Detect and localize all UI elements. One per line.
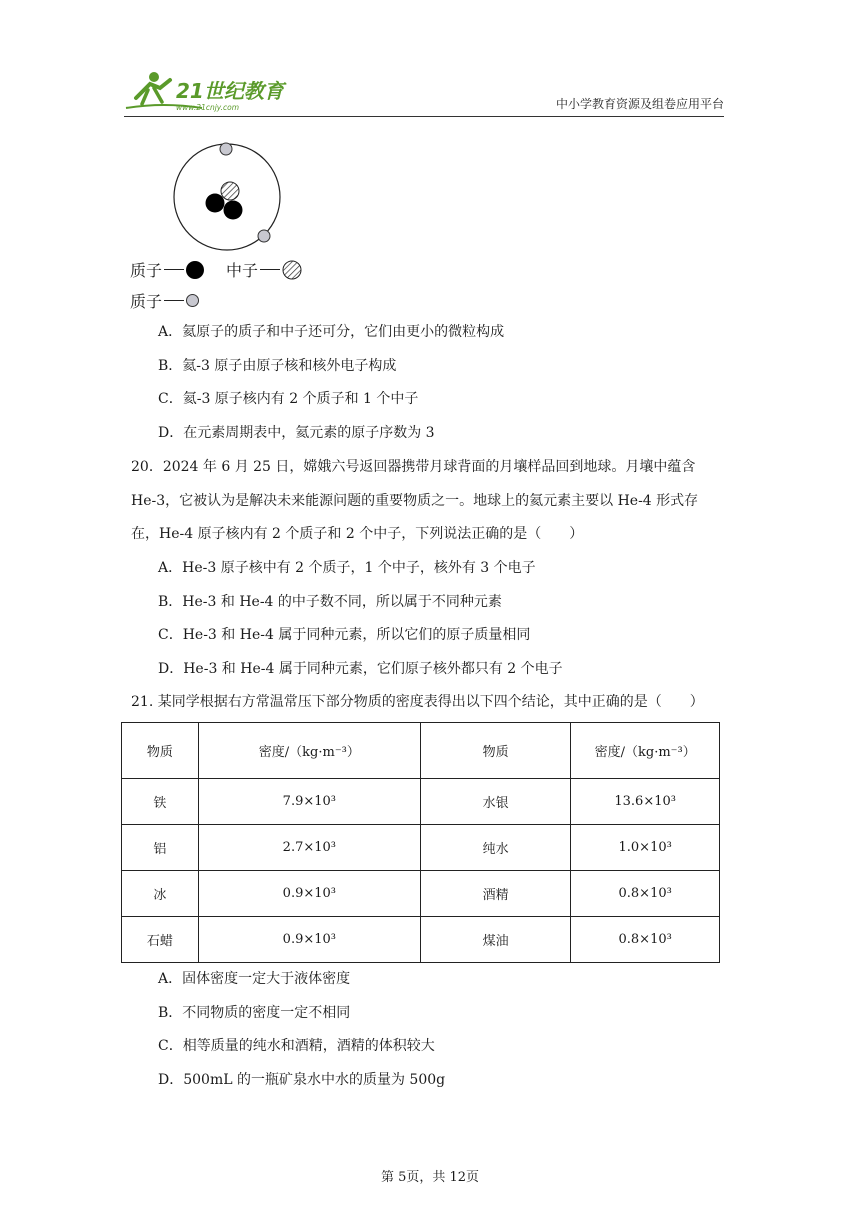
legend-label-electron: 质子 (130, 292, 163, 311)
table-cell: 石蜡 (122, 917, 199, 963)
electron (258, 230, 270, 242)
table-cell: 0.9×10³ (198, 871, 420, 917)
table-cell: 铝 (122, 825, 199, 871)
q20-option-a: A．He-3 原子核中有 2 个质子，1 个中子，核外有 3 个电子 (158, 560, 536, 576)
q20-stem-line-2: He-3，它被认为是解决未来能源问题的重要物质之一。地球上的氦元素主要以 He-4 形式存 (131, 493, 699, 509)
q20-option-b: B．He-3 和 He-4 的中子数不同，所以属于不同种元素 (158, 594, 502, 610)
legend-label-neutron: 中子 (226, 261, 259, 280)
table-cell: 0.8×10³ (571, 871, 720, 917)
hatched-dot-icon (282, 260, 302, 280)
q19-option-b: B．氦-3 原子由原子核和核外电子构成 (158, 358, 397, 374)
table-row (122, 779, 720, 825)
electron (220, 143, 232, 155)
neutron (221, 182, 239, 200)
table-header-cell: 物质 (122, 723, 199, 779)
table-cell: 2.7×10³ (198, 825, 420, 871)
table-cell: 1.0×10³ (571, 825, 720, 871)
table-cell: 纯水 (420, 825, 570, 871)
table-row (122, 871, 720, 917)
table-cell: 煤油 (420, 917, 570, 963)
table-cell: 0.9×10³ (198, 917, 420, 963)
density-table (121, 722, 720, 963)
q19-option-c: C．氦-3 原子核内有 2 个质子和 1 个中子 (158, 391, 419, 407)
table-cell: 铁 (122, 779, 199, 825)
q20-option-c: C．He-3 和 He-4 属于同种元素，所以它们的原子质量相同 (158, 627, 531, 643)
proton (224, 201, 243, 220)
q19-option-a: A．氦原子的质子和中子还可分，它们由更小的微粒构成 (158, 324, 505, 340)
table-cell: 酒精 (420, 871, 570, 917)
svg-text:21世纪教育: 21世纪教育 (176, 79, 284, 103)
legend-label-proton: 质子 (130, 261, 163, 280)
q19-option-d: D．在元素周期表中，氦元素的原子序数为 3 (158, 425, 435, 441)
legend-row-1 (130, 258, 302, 281)
table-header-cell: 密度/（kg·m⁻³） (571, 723, 720, 779)
gray-dot-icon (186, 294, 199, 307)
table-cell: 7.9×10³ (198, 779, 420, 825)
proton (206, 194, 225, 213)
page-header (124, 64, 724, 117)
table-cell: 冰 (122, 871, 199, 917)
table-header-row (122, 723, 720, 779)
table-cell: 13.6×10³ (571, 779, 720, 825)
table-row (122, 917, 720, 963)
logo-21cnjy (124, 68, 294, 114)
q21-option-a: A．固体密度一定大于液体密度 (158, 971, 351, 987)
q20-option-d: D．He-3 和 He-4 属于同种元素，它们原子核外都只有 2 个电子 (158, 661, 563, 677)
table-row (122, 825, 720, 871)
q20-stem-line-3: 在，He-4 原子核内有 2 个质子和 2 个中子，下列说法正确的是（ ） (131, 526, 584, 542)
table-header-cell: 密度/（kg·m⁻³） (198, 723, 420, 779)
legend-row-2 (130, 289, 199, 312)
q21-option-d: D．500mL 的一瓶矿泉水中水的质量为 500g (158, 1072, 446, 1088)
q20-stem-line-1: 20．2024 年 6 月 25 日，嫦娥六号返回器携带月球背面的月壤样品回到地球。月壤中蕴含 (131, 459, 696, 475)
table-cell: 0.8×10³ (571, 917, 720, 963)
svg-text:www.21cnjy.com: www.21cnjy.com (176, 103, 240, 112)
page-number: 第 5页，共 12页 (380, 1170, 480, 1185)
table-header-cell: 物质 (420, 723, 570, 779)
platform-name: 中小学教育资源及组卷应用平台 (555, 97, 724, 111)
q21-option-c: C．相等质量的纯水和酒精，酒精的体积较大 (158, 1038, 435, 1054)
helium-atom-diagram (168, 140, 288, 255)
q21-option-b: B．不同物质的密度一定不相同 (158, 1005, 351, 1021)
table-cell: 水银 (420, 779, 570, 825)
black-dot-icon (186, 261, 204, 279)
q21-stem: 21. 某同学根据右方常温常压下部分物质的密度表得出以下四个结论，其中正确的是（ ） (131, 694, 704, 710)
